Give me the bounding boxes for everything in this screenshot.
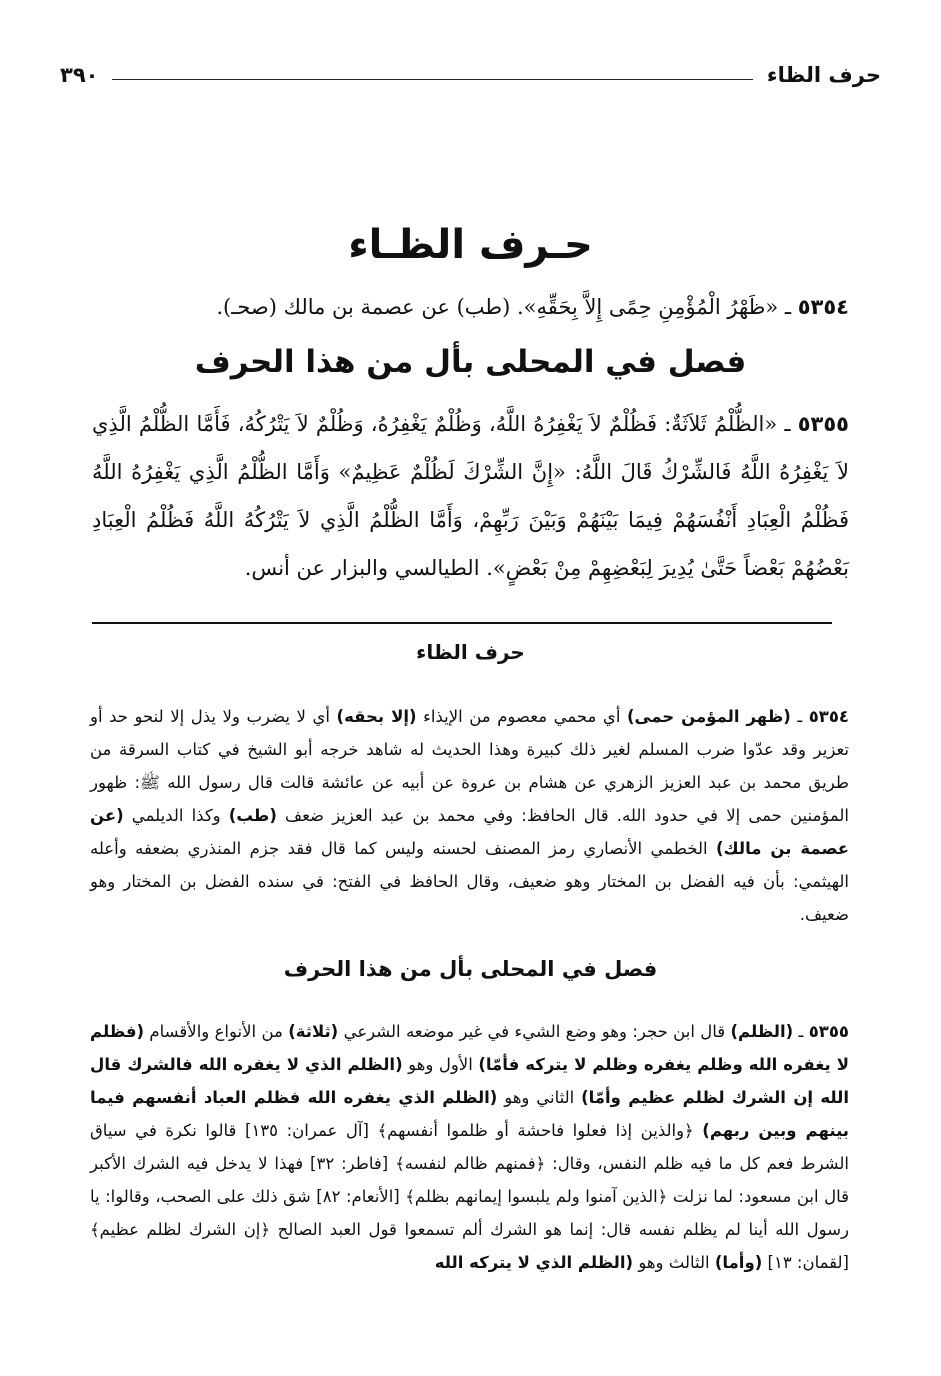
quoted-phrase: (وأما) xyxy=(714,1253,763,1272)
hadith-5354: ٥٣٥٤ ـ «ظَهْرُ الْمُؤْمِنِ حِمًى إِلاَّ بِحَقِّهِ». (طب) عن عصمة بن مالك (صحـ). xyxy=(216,295,849,319)
commentary-text: أي لا يضرب ولا يذل إلا لنحو حد أو تعزير وقد عدّوا ضرب المسلم لغير ذلك كبيرة وهذا الحديث له شاهد خرجه أبو الشيخ في كتاب السرقة من طريق محمد بن عبد العزيز الزهري عن هشام بن عروة عن أبيه عن عائشة قالت قال رسول الله ﷺ: ظهور المؤمنين حمى إلا في حدود الله. قال الحافظ: وفي محمد بن عبد العزيز ضعف xyxy=(90,707,849,825)
commentary-text: الثاني وهو xyxy=(497,1088,582,1107)
quoted-phrase: (عن عصمة بن مالك) xyxy=(90,806,849,858)
quoted-phrase: (الظلم) xyxy=(730,1022,794,1041)
section-title: فصل في المحلى بأل من هذا الحرف xyxy=(194,344,747,380)
quoted-phrase: (الظلم الذي لا يغفره الله فالشرك قال الله إن الشرك لظلم عظيم وأمّا) xyxy=(90,1055,849,1107)
commentary-section-title: فصل في المحلى بأل من هذا الحرف xyxy=(283,957,658,981)
running-header xyxy=(60,58,881,92)
quoted-phrase: (ثلاثة) xyxy=(288,1022,339,1041)
quoted-phrase: (طب) xyxy=(228,806,277,825)
commentary-number: ٥٣٥٤ xyxy=(808,707,850,726)
hadith-text: «الظُّلْمُ ثَلاَثَةٌ: فَظُلْمٌ لاَ يَغْفِرُهُ اللَّهُ، وَظُلْمٌ يَغْفِرُهُ، وَظُلْمٌ لاَ يَتْرُكُهُ، فَأَمَّا الظُّلْمُ الَّذِي لاَ يَغْفِرُهُ اللَّهُ فَالشِّرْكُ قَالَ اللَّهُ: «إِنَّ الشِّرْكَ لَظُلْمٌ عَظِيمٌ» وَأَمَّا الظُّلْمُ الَّذِي يَغْفِرُهُ اللَّهُ فَظُلْمُ الْعِبَادِ أَنْفُسَهُمْ فِيمَا بَيْنَهُمْ وَبَيْنَ رَبِّهِمْ، وَأَمَّا الظُّلْمُ الَّذِي لاَ يَتْرُكُهُ اللَّهُ فَظُلْمُ الْعِبَادِ بَعْضُهُمْ بَعْضاً حَتَّىٰ يُدِيرَ لِبَعْضِهِمْ مِنْ بَعْضٍ». الطيالسي والبزار عن أنس. xyxy=(92,412,849,580)
commentary-number: ٥٣٥٥ xyxy=(808,1022,849,1041)
commentary-text: أي محمي معصوم من الإيذاء xyxy=(416,707,627,726)
commentary-5355: ٥٣٥٥ ـ (الظلم) قال ابن حجر: وهو وضع الشيء في غير موضعه الشرعي (ثلاثة) من الأنواع والأقسام (فظلم لا يغفره الله وظلم يغفره وظلم لا يتركه فأمّا) الأول وهو (الظلم الذي لا يغفره الله فالشرك قال الله إن الشرك لظلم عظيم وأمّا) الثاني وهو (الظلم الذي يغفره الله فظلم العباد أنفسهم فيما بينهم وبين ربهم) ﴿والذين إذا فعلوا فاحشة أو ظلموا أنفسهم﴾ [آل عمران: ١٣٥] قالوا نكرة في سياق الشرط فعم كل ما فيه ظلم النفس، وقال: ﴿فمنهم ظالم لنفسه﴾ [فاطر: ٣٢] فهذا لا يدخل فيه الشرك الأكبر قال ابن مسعود: لما نزلت ﴿الذين آمنوا ولم يلبسوا إيمانهم بظلم﴾ [الأنعام: ٨٢] شق ذلك على الصحب، وقالوا: يا رسول الله أينا لم يظلم نفسه قال: إنما هو الشرك ألم تسمعوا قول العبد الصالح ﴿إن الشرك لظلم عظيم﴾ [لقمان: ١٣] (وأما) الثالث وهو (الظلم الذي لا يتركه الله xyxy=(90,1022,850,1272)
commentary-heading: حرف الظاء xyxy=(416,640,525,664)
hadith-text: «ظَهْرُ الْمُؤْمِنِ حِمًى إِلاَّ بِحَقِّهِ». (طب) عن عصمة بن مالك (صحـ). xyxy=(216,295,779,319)
commentary-text: الخطمي الأنصاري رمز المصنف لحسنه وليس كما قال فقد جزم المنذري بضعفه وأعله الهيثمي: بأن فيه الفضل بن المختار وهو ضعيف، وقال الحافظ في الفتح: في سنده الفضل بن المختار وهو ضعيف. xyxy=(90,839,849,924)
hadith-number: ٥٣٥٥ xyxy=(797,412,849,436)
commentary-5354: ٥٣٥٤ ـ (ظهر المؤمن حمى) أي محمي معصوم من الإيذاء (إلا بحقه) أي لا يضرب ولا يذل إلا لنحو حد أو تعزير وقد عدّوا ضرب المسلم لغير ذلك كبيرة وهذا الحديث له شاهد خرجه أبو الشيخ في كتاب السرقة من طريق محمد بن عبد العزيز الزهري عن هشام بن عروة عن أبيه عن عائشة قالت قال رسول الله ﷺ: ظهور المؤمنين حمى إلا في حدود الله. قال الحافظ: وفي محمد بن عبد العزيز ضعف (طب) وكذا الديلمي (عن عصمة بن مالك) الخطمي الأنصاري رمز المصنف لحسنه وليس كما قال فقد جزم المنذري بضعفه وأعله الهيثمي: بأن فيه الفضل بن المختار وهو ضعيف، وقال الحافظ في الفتح: في سنده الفضل بن المختار وهو ضعيف. xyxy=(90,707,850,924)
commentary-text: قال ابن حجر: وهو وضع الشيء في غير موضعه الشرعي xyxy=(338,1022,731,1041)
page-number: ٣٩٠ xyxy=(60,63,99,87)
commentary-text: الأول وهو xyxy=(402,1055,479,1074)
header-rule xyxy=(112,79,752,80)
running-chapter-title: حرف الظاء xyxy=(766,63,881,87)
quoted-phrase: (الظلم الذي يغفره الله فظلم العباد أنفسهم فيما بينهم وبين ربهم) xyxy=(90,1088,850,1140)
commentary-text: وكذا الديلمي xyxy=(123,806,229,825)
commentary-text: ﴿والذين إذا فعلوا فاحشة أو ظلموا أنفسهم﴾ [آل عمران: ١٣٥] قالوا نكرة في سياق الشرط فعم كل ما فيه ظلم النفس، وقال: ﴿فمنهم ظالم لنفسه﴾ [فاطر: ٣٢] فهذا لا يدخل فيه الشرك الأكبر قال ابن مسعود: لما نزلت ﴿الذين آمنوا ولم يلبسوا إيمانهم بظلم﴾ [الأنعام: ٨٢] شق ذلك على الصحب، وقالوا: يا رسول الله أينا لم يظلم نفسه قال: إنما هو الشرك ألم تسمعوا قول العبد الصالح ﴿إن الشرك لظلم عظيم﴾ [لقمان: ١٣] xyxy=(90,1121,850,1272)
hadith-number: ٥٣٥٤ xyxy=(797,295,849,319)
quoted-phrase: (إلا بحقه) xyxy=(336,707,417,726)
chapter-title: حـرف الظـاء xyxy=(348,222,593,268)
quoted-phrase: (الظلم الذي لا يتركه الله xyxy=(434,1253,634,1272)
commentary-text: الثالث وهو xyxy=(633,1253,715,1272)
hadith-5355: ٥٣٥٥ ـ «الظُّلْمُ ثَلاَثَةٌ: فَظُلْمٌ لاَ يَغْفِرُهُ اللَّهُ، وَظُلْمٌ يَغْفِرُهُ، وَظُلْمٌ لاَ يَتْرُكُهُ، فَأَمَّا الظُّلْمُ الَّذِي لاَ يَغْفِرُهُ اللَّهُ فَالشِّرْكُ قَالَ اللَّهُ: «إِنَّ الشِّرْكَ لَظُلْمٌ عَظِيمٌ» وَأَمَّا الظُّلْمُ الَّذِي يَغْفِرُهُ اللَّهُ فَظُلْمُ الْعِبَادِ أَنْفُسَهُمْ فِيمَا بَيْنَهُمْ وَبَيْنَ رَبِّهِمْ، وَأَمَّا الظُّلْمُ الَّذِي لاَ يَتْرُكُهُ اللَّهُ فَظُلْمُ الْعِبَادِ بَعْضُهُمْ بَعْضاً حَتَّىٰ يُدِيرَ لِبَعْضِهِمْ مِنْ بَعْضٍ». الطيالسي والبزار عن أنس. xyxy=(92,412,849,580)
quoted-phrase: (ظهر المؤمن حمى) xyxy=(626,707,791,726)
commentary-text: من الأنواع والأقسام xyxy=(144,1022,289,1041)
section-divider xyxy=(92,622,832,624)
quoted-phrase: (فظلم لا يغفره الله وظلم يغفره وظلم لا يتركه فأمّا) xyxy=(90,1022,849,1074)
